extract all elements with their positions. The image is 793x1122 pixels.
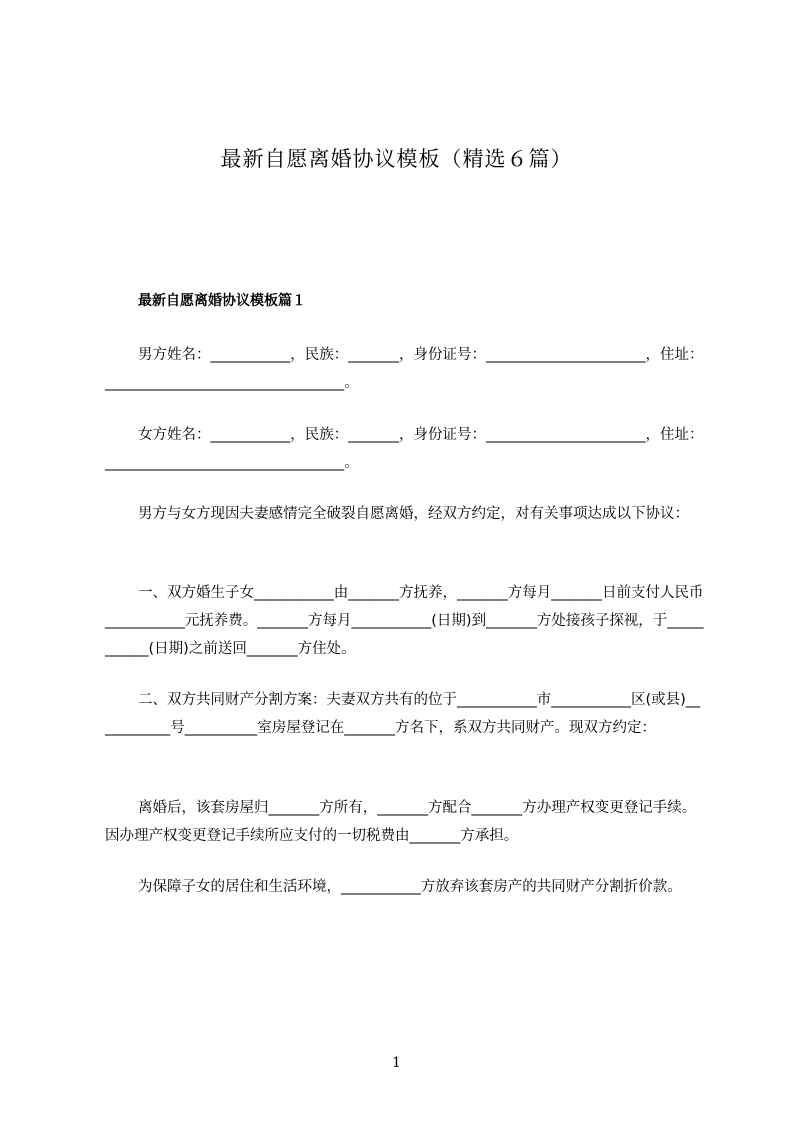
document-title: 最新自愿离婚协议模板（精选６篇） (220, 147, 573, 171)
paragraph-property-division: 二、双方共同财产分割方案：夫妻双方共有的位于___________市___________区(或县)___________号__________室房屋登记在_______方名下，系双方共同财产。现双方约定： (105, 692, 701, 736)
section-heading: 最新自愿离婚协议模板篇１ (138, 293, 306, 309)
paragraph-child-custody: 一、双方婚生子女___________由_______方抚养，_______方每月_______日前支付人民币___________元抚养费。_______方每月___________(日期)到_______方处接孩子探视，于___________(日期)之前送回_______方住处。 (105, 585, 704, 657)
paragraph-female-info: 女方姓名：___________，民族：_______，身份证号：______________________，住址：_________________________________。 (105, 427, 704, 471)
page-number: 1 (392, 1055, 401, 1071)
paragraph-child-residence: 为保障子女的居住和生活环境，___________方放弃该套房产的共同财产分割折价款。 (138, 879, 682, 895)
paragraph-agreement-intro: 男方与女方现因夫妻感情完全破裂自愿离婚，经双方约定，对有关事项达成以下协议： (138, 506, 689, 522)
paragraph-male-info: 男方姓名：___________，民族：_______，身份证号：______________________，住址：_________________________________。 (105, 347, 704, 391)
paragraph-house-ownership: 离婚后，该套房屋归_______方所有，_______方配合_______方办理产权变更登记手续。因办理产权变更登记手续所应支付的一切税费由_______方承担。 (105, 800, 697, 844)
